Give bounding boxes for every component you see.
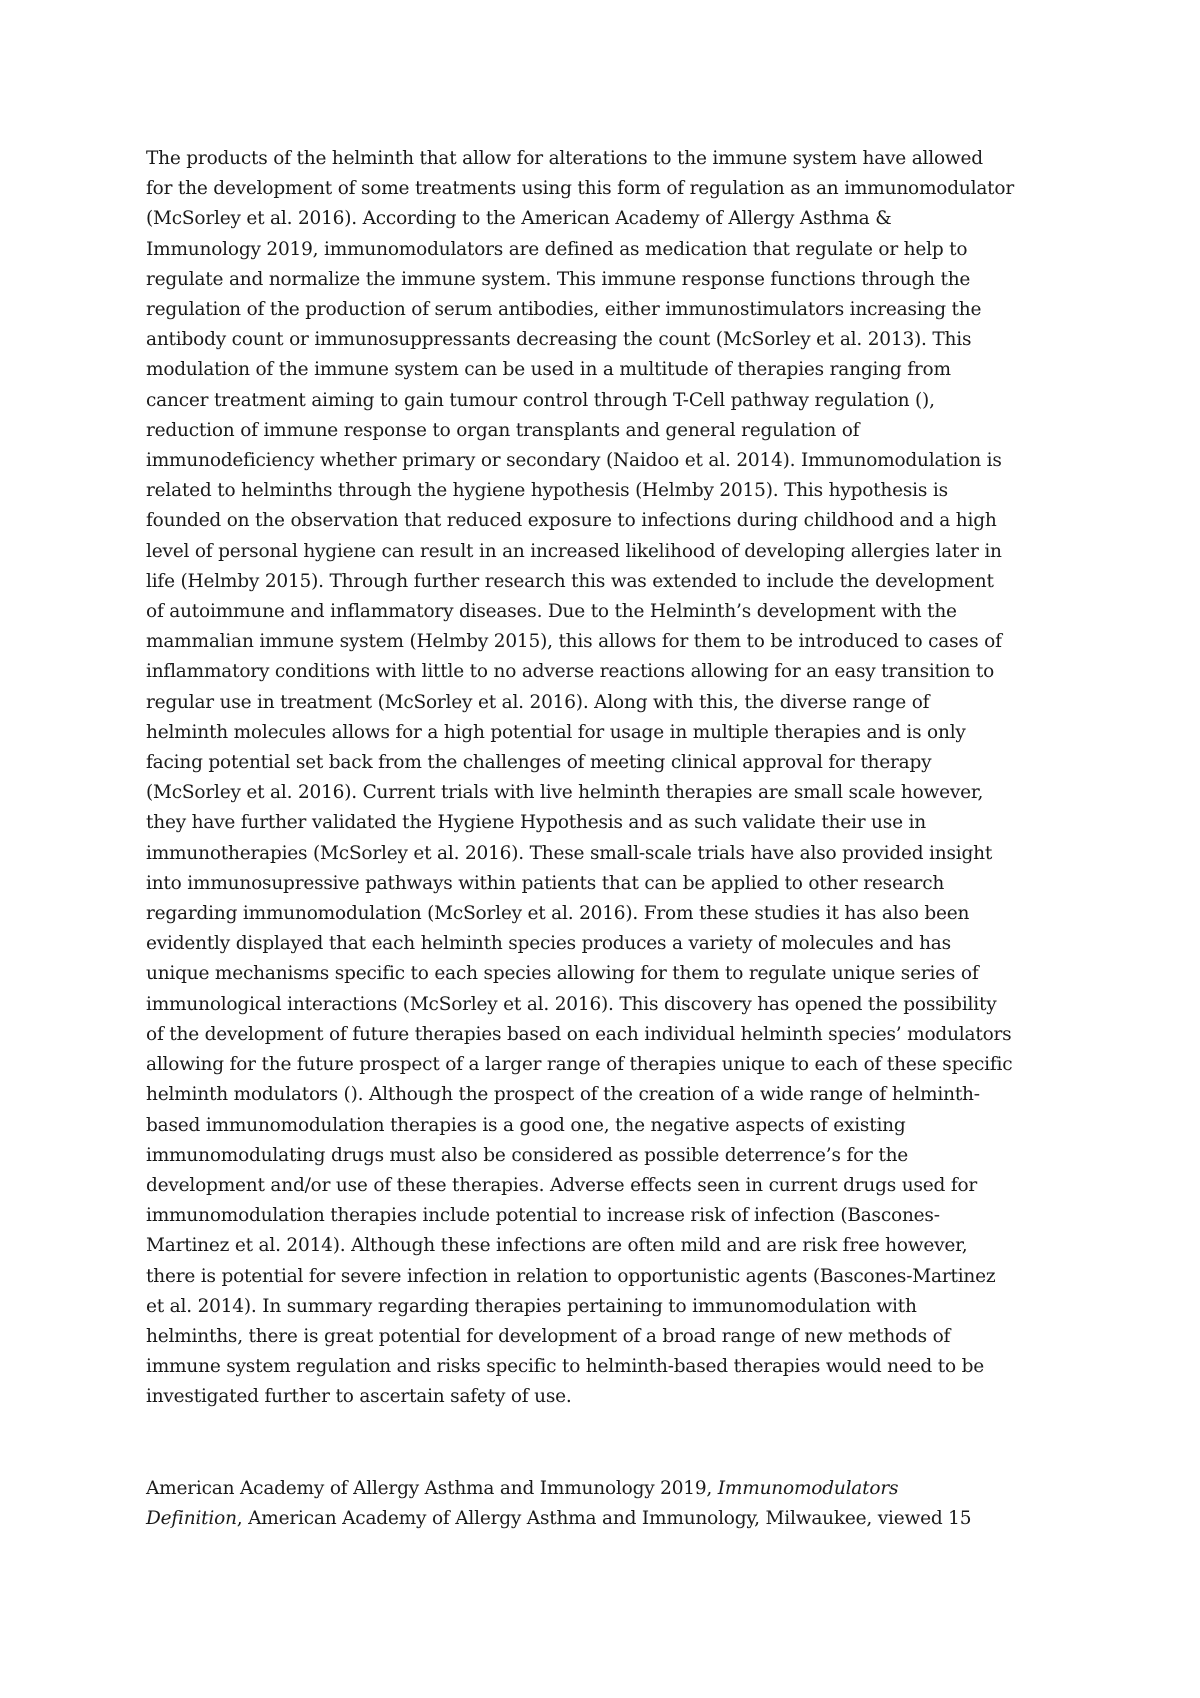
paragraph-line: immune system regulation and risks specific to helminth-based therapies would need to be <box>146 1356 984 1378</box>
paragraph-line: of autoimmune and inflammatory diseases. Due to the Helminth’s development with the <box>146 601 957 623</box>
paragraph-line: there is potential for severe infection in relation to opportunistic agents (Bascones-Martinez <box>146 1265 996 1287</box>
paragraph-line: founded on the observation that reduced exposure to infections during childhood and a high <box>146 510 997 532</box>
paragraph-line: investigated further to ascertain safety of use. <box>146 1386 572 1408</box>
reference-publisher: , American Academy of Allergy Asthma and Immunology, Milwaukee, viewed 15 <box>236 1508 972 1530</box>
reference-line-2 <box>146 1504 1086 1534</box>
reference-title-part-1: Immunomodulators <box>717 1478 899 1499</box>
paragraph-line: antibody count or immunosuppressants decreasing the count (McSorley et al. 2013). This <box>146 329 972 351</box>
reference-author-year: American Academy of Allergy Asthma and Immunology 2019, <box>146 1478 718 1499</box>
paragraph-line: they have further validated the Hygiene Hypothesis and as such validate their use in <box>146 812 926 834</box>
reference-line-1 <box>146 1474 1086 1504</box>
paragraph-line: based immunomodulation therapies is a good one, the negative aspects of existing <box>146 1114 906 1136</box>
paragraph-line: unique mechanisms specific to each species allowing for them to regulate unique series of <box>146 963 979 985</box>
paragraph-line: regular use in treatment (McSorley et al. 2016). Along with this, the diverse range of <box>146 691 930 713</box>
paragraph-line: helminths, there is great potential for development of a broad range of new methods of <box>146 1325 951 1347</box>
paragraph-line: immunotherapies (McSorley et al. 2016). These small-scale trials have also provided insight <box>146 842 993 864</box>
body-paragraph <box>146 144 1086 1413</box>
paragraph-line: helminth modulators (). Although the prospect of the creation of a wide range of helminth- <box>146 1084 980 1106</box>
reference-entry <box>146 1474 1086 1534</box>
paragraph-line: reduction of immune response to organ transplants and general regulation of <box>146 419 860 441</box>
paragraph-line: mammalian immune system (Helmby 2015), this allows for them to be introduced to cases of <box>146 631 1002 653</box>
paragraph-line: development and/or use of these therapies. Adverse effects seen in current drugs used for <box>146 1174 978 1196</box>
paragraph-line: regarding immunomodulation (McSorley et al. 2016). From these studies it has also been <box>146 903 970 925</box>
paragraph-line: modulation of the immune system can be used in a multitude of therapies ranging from <box>146 359 951 381</box>
paragraph-line: into immunosupressive pathways within patients that can be applied to other research <box>146 872 945 894</box>
paragraph-line: immunodeficiency whether primary or secondary (Naidoo et al. 2014). Immunomodulation is <box>146 450 1002 472</box>
paragraph-line: Immunology 2019, immunomodulators are defined as medication that regulate or help to <box>146 238 968 260</box>
paragraph-line: cancer treatment aiming to gain tumour control through T-Cell pathway regulation (), <box>146 389 935 411</box>
paragraph-line: Martinez et al. 2014). Although these infections are often mild and are risk free however, <box>146 1235 968 1257</box>
paragraph-line: et al. 2014). In summary regarding therapies pertaining to immunomodulation with <box>146 1295 917 1317</box>
paragraph-line: related to helminths through the hygiene hypothesis (Helmby 2015). This hypothesis is <box>146 480 948 502</box>
paragraph-line: level of personal hygiene can result in an increased likelihood of developing allergies later in <box>146 540 1002 562</box>
reference-title-part-2: Definition <box>146 1508 237 1530</box>
paragraph-line: facing potential set back from the challenges of meeting clinical approval for therapy <box>146 752 932 774</box>
paragraph-line: of the development of future therapies based on each individual helminth species’ modulators <box>146 1023 1012 1045</box>
paragraph-line: regulate and normalize the immune system. This immune response functions through the <box>146 268 971 290</box>
paragraph-line: immunomodulation therapies include potential to increase risk of infection (Bascones- <box>146 1205 940 1227</box>
paragraph-line: helminth molecules allows for a high potential for usage in multiple therapies and is only <box>146 721 966 743</box>
paragraph-line: immunomodulating drugs must also be considered as possible deterrence’s for the <box>146 1144 909 1166</box>
paragraph-line: life (Helmby 2015). Through further research this was extended to include the development <box>146 570 994 592</box>
paragraph-line: inflammatory conditions with little to no adverse reactions allowing for an easy transition to <box>146 661 995 683</box>
paragraph-line: evidently displayed that each helminth species produces a variety of molecules and has <box>146 933 951 955</box>
paragraph-line: (McSorley et al. 2016). According to the American Academy of Allergy Asthma & <box>146 208 892 230</box>
paragraph-line: (McSorley et al. 2016). Current trials with live helminth therapies are small scale however, <box>146 782 984 804</box>
paragraph-line: regulation of the production of serum antibodies, either immunostimulators increasing the <box>146 299 982 321</box>
paragraph-line: allowing for the future prospect of a larger range of therapies unique to each of these specific <box>146 1054 1013 1076</box>
paragraph-line: for the development of some treatments using this form of regulation as an immunomodulator <box>146 178 1014 200</box>
paragraph-line: The products of the helminth that allow for alterations to the immune system have allowed <box>146 148 983 169</box>
paragraph-line: immunological interactions (McSorley et al. 2016). This discovery has opened the possibility <box>146 993 997 1015</box>
